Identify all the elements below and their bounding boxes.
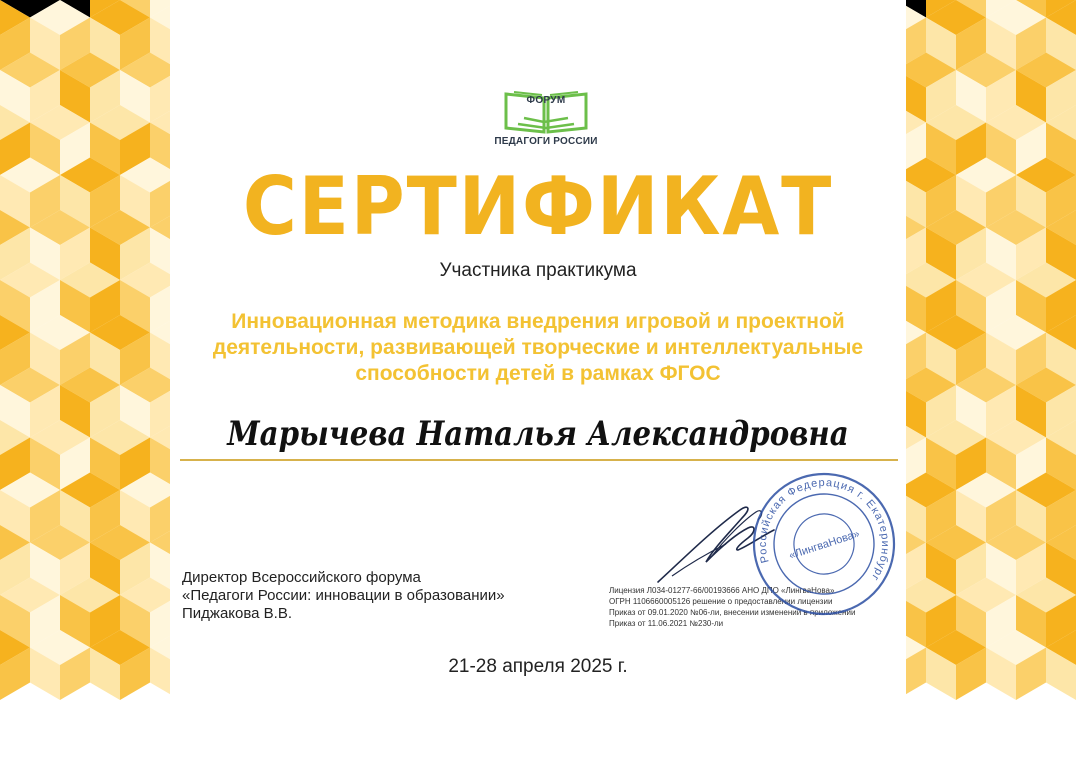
license-line: Приказ от 09.01.2020 №06-ли, внесении изменений в приложении [609, 608, 856, 617]
name-underline [180, 459, 898, 461]
left-decorative-border [0, 0, 180, 762]
practicum-topic [200, 309, 876, 387]
certificate-subtitle: Участника практикума [439, 260, 637, 281]
director-line: «Педагоги России: инновации в образовании» [182, 587, 505, 604]
license-line: Приказ от 11.06.2021 №230-ли [609, 619, 724, 628]
right-decorative-border [896, 0, 1076, 762]
certificate-title: СЕРТИФИКАТ [242, 160, 834, 253]
director-line: Пиджакова В.В. [182, 605, 293, 622]
logo-bottom-text: ПЕДАГОГИ РОССИИ [494, 136, 598, 147]
round-seal-icon [748, 470, 900, 618]
topic-line: деятельности, развивающей творческие и интеллектуальные [212, 336, 864, 359]
license-line: Лицензия Л034-01277-66/00193666 АНО ДПО «ЛингваНова» [609, 586, 835, 595]
director-block [182, 569, 602, 623]
topic-line: Инновационная методика внедрения игровой и проектной [231, 310, 845, 333]
stamp-ring-text: Российская Федерация г. Екатеринбург [756, 476, 892, 584]
forum-logo [494, 88, 598, 152]
topic-line: способности детей в рамках ФГОС [355, 362, 721, 385]
logo-top-text: ФОРУМ [526, 95, 566, 106]
director-line: Директор Всероссийского форума [182, 569, 421, 586]
recipient-name: Марычева Наталья Александровна [227, 414, 849, 454]
event-date: 21-28 апреля 2025 г. [448, 656, 628, 677]
license-line: ОГРН 1106660005126 решение о предоставлении лицензии [609, 597, 833, 606]
stamp-center-text: «ЛингваНова» [787, 527, 862, 563]
